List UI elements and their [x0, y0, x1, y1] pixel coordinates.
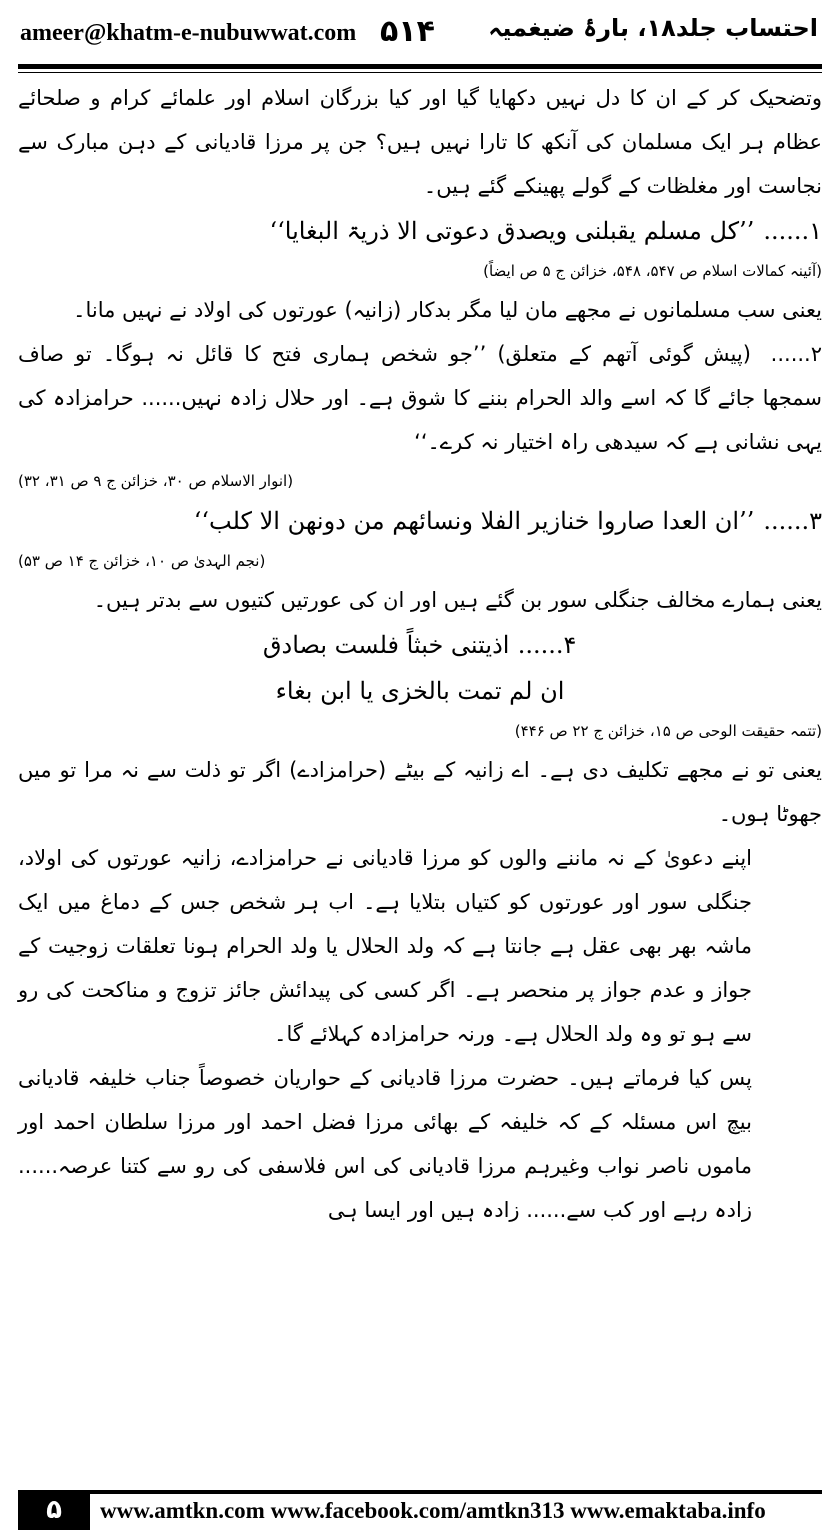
quote-1-reference: (آئینہ کمالات اسلام ص ۵۴۷، ۵۴۸، خزائن ج ۵ ص ایضاً) [483, 262, 822, 280]
quote-4-line-1 [18, 622, 822, 668]
header-rule [18, 64, 822, 69]
footer-rule [90, 1490, 822, 1494]
quote-4-line-2: ان لم تمت بالخزی یا ابن بغاء [275, 677, 565, 705]
quote-1 [18, 208, 822, 254]
quote-1-number: ۱...... [763, 217, 822, 245]
page-header [0, 0, 840, 70]
page-footer [0, 1490, 840, 1540]
header-book-title: احتساب جلد۱۸، بارۂ ضیغمیہ [488, 14, 818, 42]
quote-1-arabic: ’’کل مسلم یقبلنی ویصدق دعوتی الا ذریۃ البغایا‘‘ [269, 217, 755, 245]
quote-4-reference: (تتمہ حقیقت الوحی ص ۱۵، خزائن ج ۲۲ ص ۴۴۶) [514, 722, 822, 740]
header-page-number: ۵۱۴ [380, 14, 435, 49]
quote-4-number: ۴...... [517, 631, 577, 659]
quote-4-translation: یعنی تو نے مجھے تکلیف دی ہے۔ اے زانیہ کے بیٹے (حرامزادے) اگر تو ذلت سے نہ مرا تو میں جھوٹا ہوں۔ [18, 758, 822, 826]
quote-3-number: ۳...... [763, 507, 822, 535]
quote-2 [18, 332, 822, 464]
header-rule-thin [18, 72, 822, 73]
quote-3 [18, 498, 822, 544]
quote-4-verse-1: اذیتنی خبثاً فلست بصادق [262, 631, 510, 659]
quote-2-reference: (انوار الاسلام ص ۳۰، خزائن ج ۹ ص ۳۱، ۳۲) [18, 472, 294, 490]
quote-3-translation: یعنی ہمارے مخالف جنگلی سور بن گئے ہیں اور ان کی عورتیں کتیوں سے بدتر ہیں۔ [93, 588, 822, 612]
quote-3-arabic: ’’ان العدا صاروا خنازیر الفلا ونسائھم من دونھن الا کلب‘‘ [193, 507, 755, 535]
quote-2-text: (پیش گوئی آتھم کے متعلق) ’’جو شخص ہماری فتح کا قائل نہ ہوگا۔ تو صاف سمجھا جائے گا کہ اسے والد الحرام بننے کا شوق ہے۔ اور حلال زادہ نہیں...... حرامزادہ کی یہی نشانی ہے کہ سیدھی راہ اختیار نہ کرے۔‘‘ [18, 342, 822, 454]
intro-paragraph: وتضحیک کر کے ان کا دل نہیں دکھایا گیا اور کیا بزرگان اسلام اور علمائے کرام و صلحائے عظام ہر ایک مسلمان کی آنکھ کا تارا نہیں ہیں؟ جن پر مرزا قادیانی کے دہن مبارک سے نجاست اور مغلظات کے گولے پھینکے گئے ہیں۔ [18, 86, 822, 198]
footer-page-marker: ۵ [18, 1490, 90, 1530]
page-body [18, 76, 822, 1456]
footer-links: www.amtkn.com www.facebook.com/amtkn313 www.emaktaba.info [100, 1498, 766, 1523]
quote-1-translation: یعنی سب مسلمانوں نے مجھے مان لیا مگر بدکار (زانیہ) عورتوں کی اولاد نے نہیں مانا۔ [73, 298, 822, 322]
header-email: ameer@khatm-e-nubuwwat.com [20, 20, 357, 46]
body-paragraph-2: پس کیا فرماتے ہیں۔ حضرت مرزا قادیانی کے حواریان خصوصاً جناب خلیفہ قادیانی بیچ اس مسئلہ کے کہ خلیفہ کے بھائی مرزا فضل احمد اور مرزا سلطان احمد اور ماموں ناصر نواب وغیرہم مرزا قادیانی کی اس فلاسفی کی رو سے کتنا عرصہ...... زادہ رہے اور کب سے...... زادہ ہیں اور ایسا ہی [18, 1066, 752, 1222]
body-paragraph-1: اپنے دعویٰ کے نہ ماننے والوں کو مرزا قادیانی نے حرامزادے، زانیہ عورتوں کی اولاد، جنگلی سور اور عورتوں کو کتیاں بتلایا ہے۔ اب ہر شخص جس کے دماغ میں ایک ماشہ بھر بھی عقل ہے جانتا ہے کہ ولد الحلال یا ولد الحرام ہونا تعلقات زوجیت کے جواز و عدم جواز پر منحصر ہے۔ اگر کسی کی پیدائش جائز تزوج و مناکحت کی رو سے ہو تو وہ ولد الحلال ہے۔ ورنہ حرامزادہ کہلائے گا۔ [18, 846, 752, 1046]
quote-2-number: ۲...... [770, 342, 823, 366]
quote-3-reference: (نجم الہدیٰ ص ۱۰، خزائن ج ۱۴ ص ۵۳) [18, 552, 266, 570]
